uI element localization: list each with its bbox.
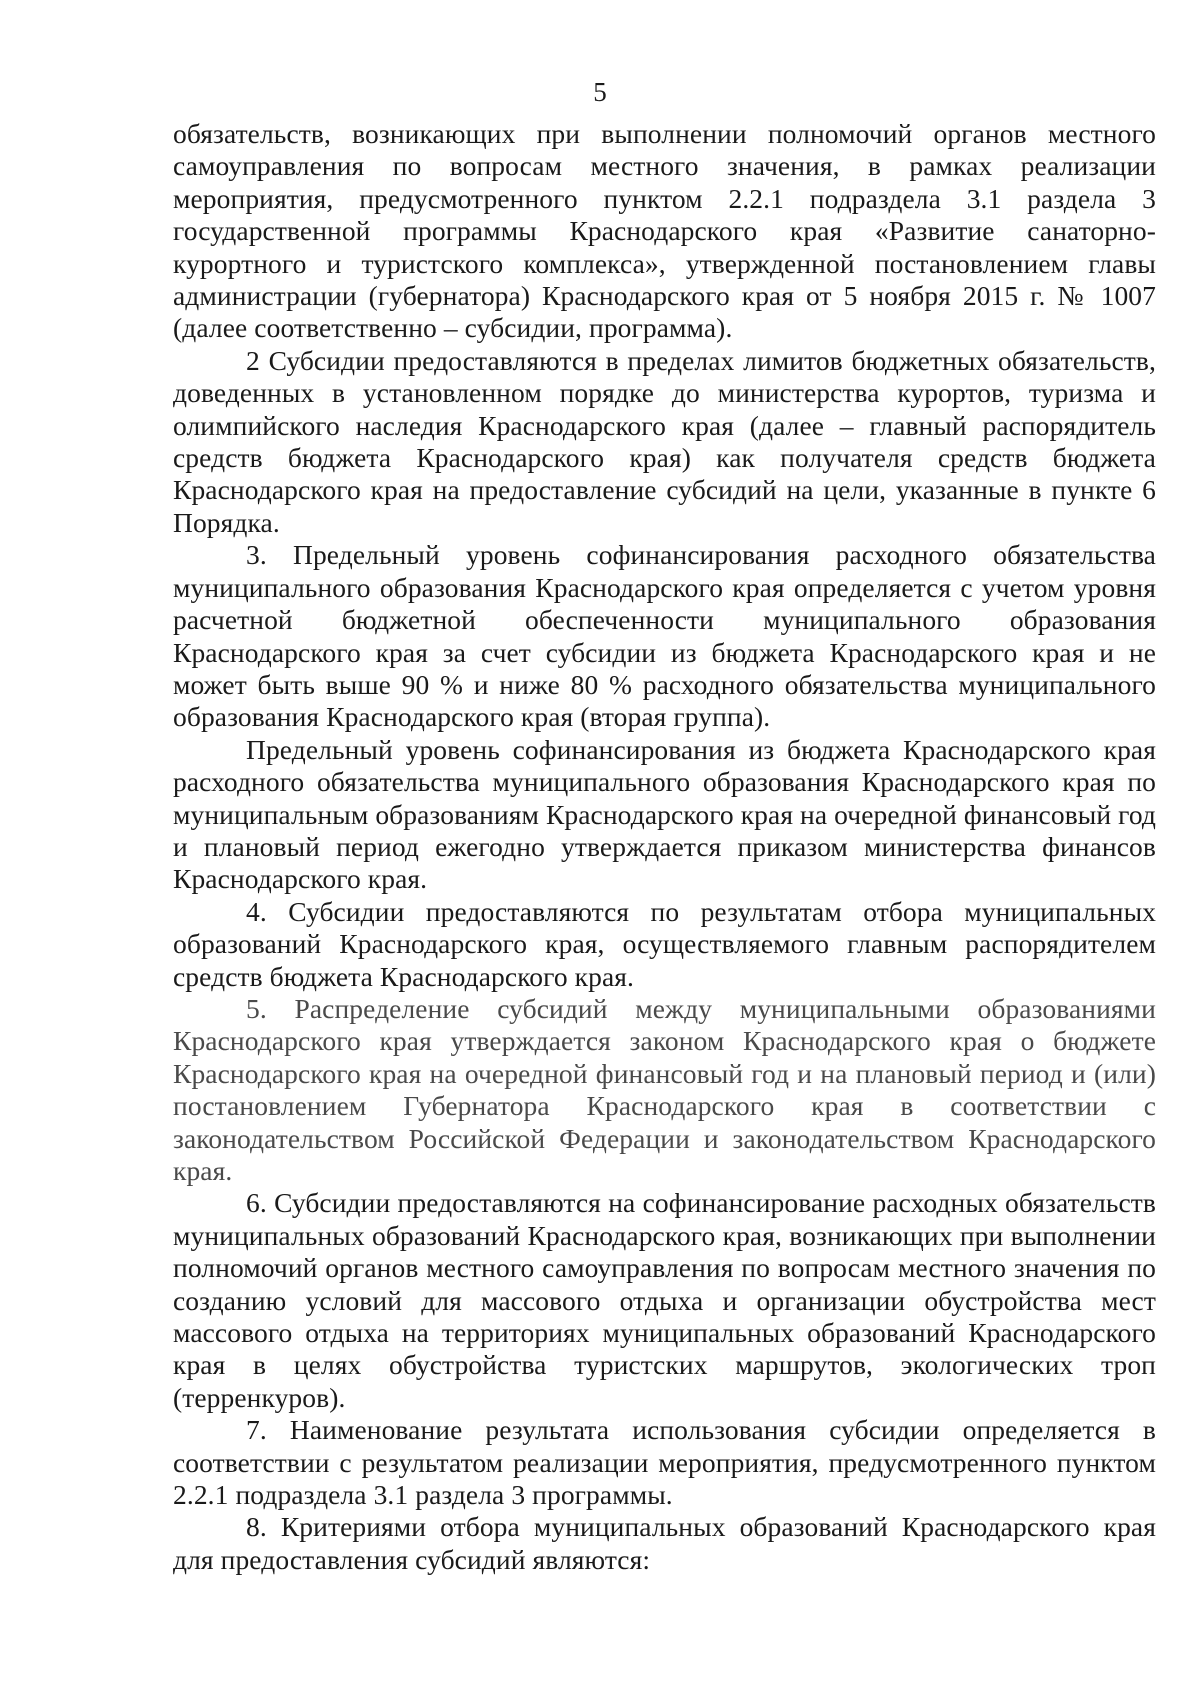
paragraph-continuation: обязательств, возникающих при выполнении полномочий органов местного самоуправления по вопросам местного значения, в рамках реализации мероприятия, предусмотренного пунктом 2.2.1 подраздела 3.1 раздела 3 государственной программы Краснодарского края «Развитие санаторно-курортного и туристского комплекса», утвержденной постановлением главы администрации (губернатора) Краснодарского края от 5 ноября 2015 г. № 1007 (далее соответственно – субсидии, программа). (173, 118, 1156, 344)
paragraph-item-3: 3. Предельный уровень софинансирования расходного обязательства муниципального образования Краснодарского края определяется с учетом уровня расчетной бюджетной обеспеченности муниципального образования Краснодарского края за счет субсидии из бюджета Краснодарского края и не может быть выше 90 % и ниже 80 % расходного обязательства муниципального образования Краснодарского края (вторая группа). (173, 539, 1156, 733)
page-number: 5 (593, 77, 607, 107)
paragraph-item-7: 7. Наименование результата использования субсидии определяется в соответствии с результатом реализации мероприятия, предусмотренного пунктом 2.2.1 подраздела 3.1 раздела 3 программы. (173, 1414, 1156, 1511)
paragraph-item-6: 6. Субсидии предоставляются на софинансирование расходных обязательств муниципальных образований Краснодарского края, возникающих при выполнении полномочий органов местного самоуправления по вопросам местного значения по созданию условий для массового отдыха и организации обустройства мест массового отдыха на территориях муниципальных образований Краснодарского края в целях обустройства туристских маршрутов, экологических троп (терренкуров). (173, 1187, 1156, 1413)
paragraph-item-2: 2 Субсидии предоставляются в пределах лимитов бюджетных обязательств, доведенных в установленном порядке до министерства курортов, туризма и олимпийского наследия Краснодарского края (далее – главный распорядитель средств бюджета Краснодарского края) как получателя средств бюджета Краснодарского края на предоставление субсидий на цели, указанные в пункте 6 Порядка. (173, 344, 1156, 538)
document-body (173, 118, 1156, 1576)
paragraph-item-8: 8. Критериями отбора муниципальных образований Краснодарского края для предоставления субсидий являются: (173, 1511, 1156, 1575)
paragraph-item-3-cont: Предельный уровень софинансирования из бюджета Краснодарского края расходного обязательства муниципального образования Краснодарского края по муниципальным образованиям Краснодарского края на очередной финансовый год и плановый период ежегодно утверждается приказом министерства финансов Краснодарского края. (173, 733, 1157, 895)
paragraph-item-4: 4. Субсидии предоставляются по результатам отбора муниципальных образований Краснодарского края, осуществляемого главным распорядителем средств бюджета Краснодарского края. (173, 895, 1156, 992)
paragraph-item-5: 5. Распределение субсидий между муниципальными образованиями Краснодарского края утверждается законом Краснодарского края о бюджете Краснодарского края на очередной финансовый год и на плановый период и (или) постановлением Губернатора Краснодарского края в соответствии с законодательством Российской Федерации и законодательством Краснодарского края. (173, 992, 1156, 1186)
